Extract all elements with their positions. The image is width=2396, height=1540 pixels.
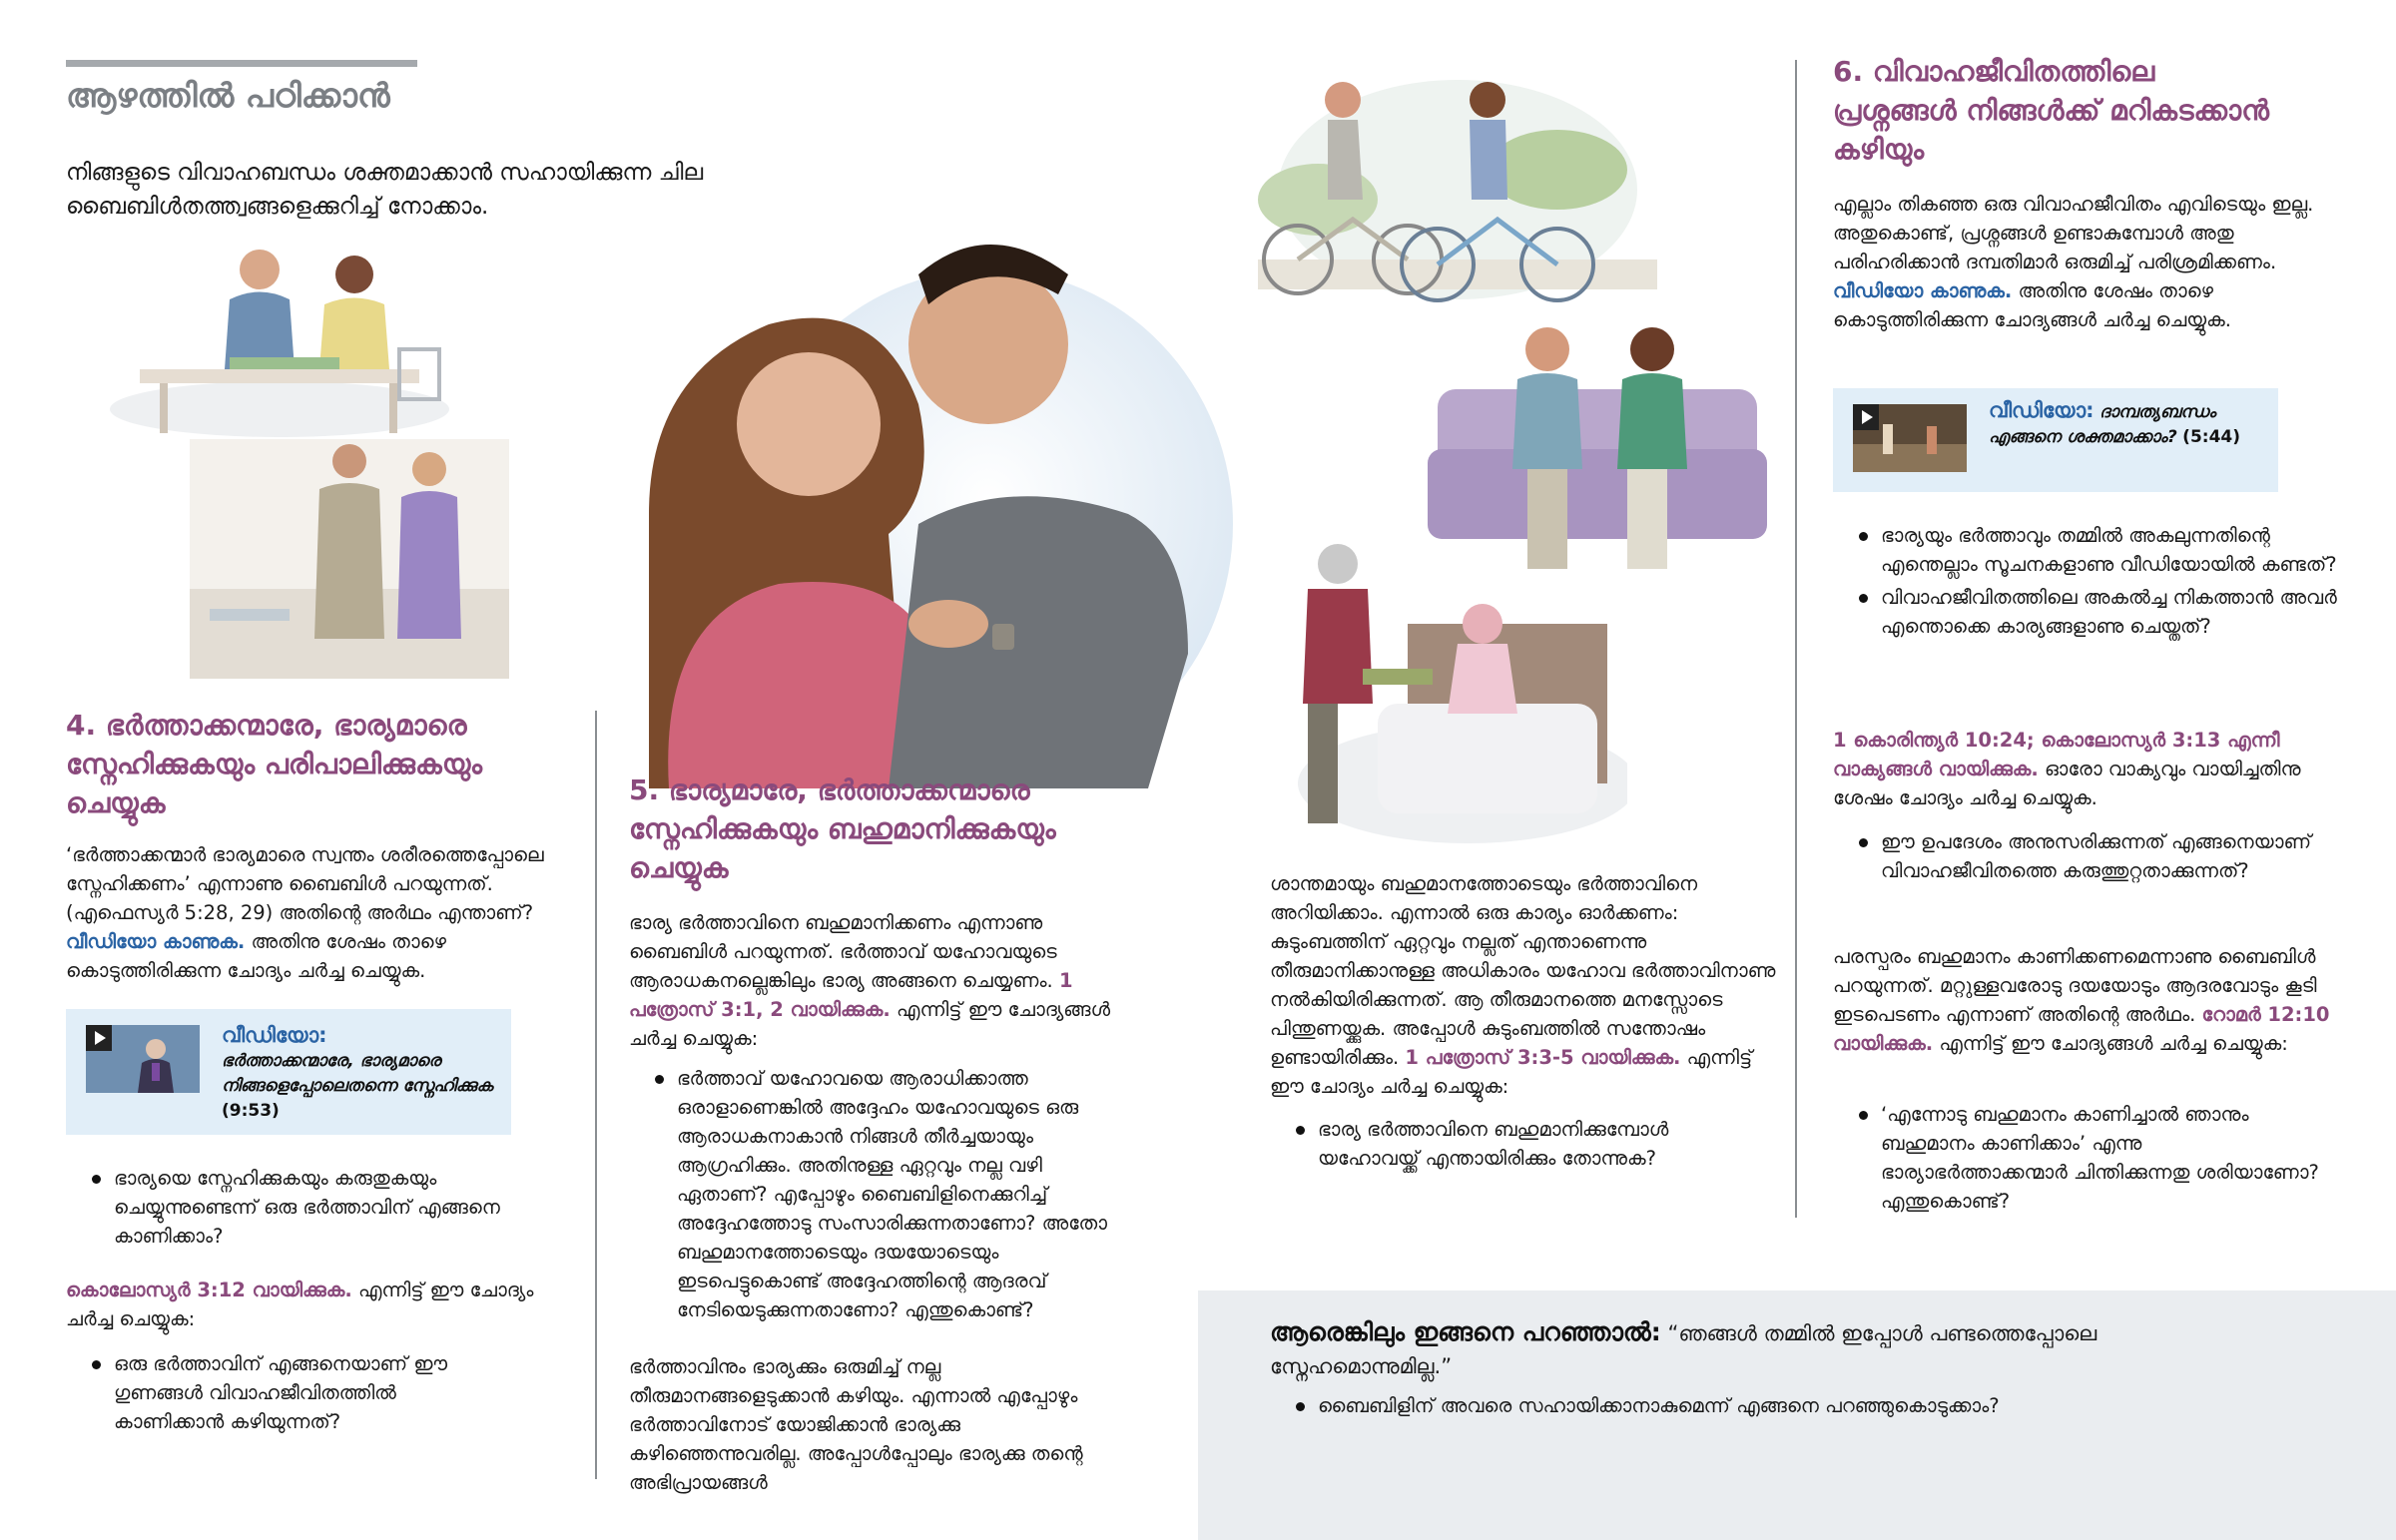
section5-read-link[interactable]: 1 പത്രോസ് 3:1, 2 വായിക്കുക. [629,969,1073,1021]
list-item: ഭർത്താവ് യഹോവയെ ആരാധിക്കാത്ത ഒരാളാണെങ്കിൽ അദ്ദേഹം യഹോവയുടെ ഒരു ആരാധകനാകാൻ നിങ്ങൾ തീർച്ചയായും ആഗ്രഹിക്കും. അതിനുള്ള ഏറ്റവും നല്ല വഴി ഏതാണ്? എപ്പോഴും ബൈബിളിനെക്കുറിച്ച് അദ്ദേഹത്തോടു സംസാരിക്കുന്നതാണോ? അതോ ബഹുമാനത്തോടെയും ദയയോടെയും ഇടപെട്ടുകൊണ്ട് അദ്ദേഹത്തിന്റെ ആദരവ് നേടിയെടുക്കുന്നതാണോ? എന്തുകൊണ്ട്? [629,1064,1128,1324]
section5-read2-link[interactable]: 1 പത്രോസ് 3:3-5 വായിക്കുക. [1405,1046,1681,1069]
section5-read2-after: എന്നിട്ട് ഈ ചോദ്യം ചർച്ച ചെയ്യുക: [1270,1046,1753,1098]
illustration-kitchen [190,439,509,679]
section5-read-after: എന്നിട്ട് ഈ ചോദ്യങ്ങൾ ചർച്ച ചെയ്യുക: [629,998,1111,1050]
section4-video-thumbnail[interactable] [86,1025,200,1093]
section5-paragraph-3 [1270,869,1779,1101]
section4-para-after: അതിനു ശേഷം താഴെ കൊടുത്തിരിക്കുന്ന ചോദ്യം ചർച്ച ചെയ്യുക. [66,930,447,982]
callout-bullets [1270,1391,2268,1420]
section6-paragraph [1833,190,2362,334]
illustration-bedside [1268,534,1627,843]
section5-bullets-2 [1270,1115,1769,1173]
play-icon[interactable] [86,1025,112,1051]
section6-read-after: ഓരോ വാക്യവും വായിച്ചതിനു ശേഷം ചോദ്യം ചർച്ച ചെയ്യുക. [1833,758,2301,809]
list-item: ഒരു ഭർത്താവിന് എങ്ങനെയാണ് ഈ ഗുണങ്ങൾ വിവാഹജീവിതത്തിൽ കാണിക്കാൻ കഴിയുന്നത്? [66,1349,505,1436]
callout-text [1270,1315,2268,1383]
section6-watch-video-link[interactable]: വീഡിയോ കാണുക. [1833,279,2013,302]
section4-video-box[interactable] [66,1009,511,1135]
section6-video-duration: (5:44) [2182,427,2240,447]
section5-para3-text: ശാന്തമായും ബഹുമാനത്തോടെയും ഭർത്താവിനെ അറിയിക്കാം. എന്നാൽ ഒരു കാര്യം ഓർക്കണം: കുടുംബത്തിന് ഏറ്റവും നല്ലത് എന്താണെന്നു തീരുമാനിക്കാനുള്ള അധികാരം യഹോവ ഭർത്താവിനാണു നൽകിയിരിക്കുന്നത്. ആ തീരുമാനത്തെ മനസ്സോടെ പിന്തുണയ്ക്കുക. അപ്പോൾ കുടുംബത്തിൽ സന്തോഷം ഉണ്ടായിരിക്കും. [1270,872,1776,1069]
section4-video-title[interactable]: ഭർത്താക്കന്മാരേ, ഭാര്യമാരെ നിങ്ങളെപ്പോലെതന്നെ സ്നേഹിക്കുക [222,1051,493,1096]
section6-bullets-2 [1833,827,2332,885]
list-item: ‘എന്നോടു ബഹുമാനം കാണിച്ചാൽ ഞാനും ബഹുമാനം കാണിക്കാം’ എന്നു ഭാര്യാഭർത്താക്കന്മാർ ചിന്തിക്കുന്നതു ശരിയാണോ? എന്തുകൊണ്ട്? [1833,1100,2332,1216]
section6-title: 6. വിവാഹജീവിതത്തിലെ പ്രശ്നങ്ങൾ നിങ്ങൾക്ക് മറികടക്കാൻ കഴിയും [1833,55,2269,166]
callout-quote: “ഞങ്ങൾ തമ്മിൽ ഇപ്പോൾ പണ്ടത്തെപ്പോലെ സ്നേഹമൊന്നുമില്ല.” [1270,1321,2097,1378]
section4-video-label: വീഡിയോ: [222,1023,327,1047]
column-divider-2 [1795,60,1797,1218]
heading-bar [66,60,417,67]
section5-bullets-1 [629,1064,1128,1324]
section4-read-link[interactable]: കൊലോസ്യർ 3:12 വായിക്കുക. [66,1279,352,1301]
section6-video-thumbnail[interactable] [1853,404,1967,472]
section6-bullets-3 [1833,1100,2332,1216]
page-heading: ആഴത്തിൽ പഠിക്കാൻ [66,76,390,115]
section5-paragraph-2: ഭർത്താവിനും ഭാര്യക്കും ഒരുമിച്ച് നല്ല തീരുമാനങ്ങളെടുക്കാൻ കഴിയും. എന്നാൽ എപ്പോഴും ഭർത്താവിനോട് യോജിക്കാൻ ഭാര്യക്കു കഴിഞ്ഞെന്നുവരില്ല. അപ്പോൾപ്പോലും ഭാര്യക്കു തന്റെ അഭിപ്രായങ്ങൾ [629,1355,1083,1494]
list-item: ഈ ഉപദേശം അനുസരിക്കുന്നത് എങ്ങനെയാണ് വിവാഹജീവിതത്തെ കരുത്തുറ്റതാക്കുന്നത്? [1833,827,2332,885]
illustration-study [100,240,459,439]
section6-paragraph-2 [1833,942,2362,1058]
section4-bullets-2 [66,1349,505,1436]
list-item: ബൈബിളിന് അവരെ സഹായിക്കാനാകുമെന്ന് എങ്ങനെ പറഞ്ഞുകൊടുക്കാം? [1270,1391,2268,1420]
play-icon[interactable] [1853,404,1879,430]
section4-title: 4. ഭർത്താക്കന്മാരേ, ഭാര്യമാരെ സ്നേഹിക്കുകയും പരിപാലിക്കുകയും ചെയ്യുക [66,709,483,819]
section6-para2-text: പരസ്പരം ബഹുമാനം കാണിക്കണമെന്നാണു ബൈബിൾ പറയുന്നത്. മറ്റുള്ളവരോടു ദയയോടും ആദരവോടും കൂടി ഇടപെടണം എന്നാണ് അതിന്റെ അർഥം. [1833,945,2317,1026]
section5-paragraph [629,908,1118,1053]
section6-read-link[interactable]: 1 കൊരിന്ത്യർ 10:24; കൊലോസ്യർ 3:13 എന്നീ വാക്യങ്ങൾ വായിക്കുക. [1833,729,2280,780]
section5-para-text: ഭാര്യ ഭർത്താവിനെ ബഹുമാനിക്കണം എന്നാണു ബൈബിൾ പറയുന്നത്. ഭർത്താവ് യഹോവയുടെ ആരാധകനല്ലെങ്കിലും ഭാര്യ അങ്ങനെ ചെയ്യണം. [629,911,1057,992]
section4-video-duration: (9:53) [222,1101,280,1121]
list-item: ഭാര്യയെ സ്നേഹിക്കുകയും കരുതുകയും ചെയ്യുന്നുണ്ടെന്ന് ഒരു ഭർത്താവിന് എങ്ങനെ കാണിക്കാം? [66,1164,565,1251]
list-item: ഭാര്യ ഭർത്താവിനെ ബഹുമാനിക്കുമ്പോൾ യഹോവയ്ക്ക് എന്തായിരിക്കും തോന്നുക? [1270,1115,1769,1173]
column-divider-1 [595,711,597,1479]
section6-video-box[interactable] [1833,388,2278,492]
intro-text: നിങ്ങളുടെ വിവാഹബന്ധം ശക്തമാക്കാൻ സഹായിക്കുന്ന ചില ബൈബിൾതത്ത്വങ്ങളെക്കുറിച്ച് നോക്കാം. [66,160,704,220]
section4-read-after: എന്നിട്ട് ഈ ചോദ്യം ചർച്ച ചെയ്യുക: [66,1279,534,1330]
illustration-couple [589,195,1248,788]
section6-bullets-1 [1833,521,2342,641]
list-item: ഭാര്യയും ഭർത്താവും തമ്മിൽ അകലുന്നതിന്റെ എന്തെല്ലാം സൂചനകളാണു വീഡിയോയിൽ കണ്ടത്? [1833,521,2342,579]
section5-title: 5. ഭാര്യമാരേ, ഭർത്താക്കന്മാരെ സ്നേഹിക്കുകയും ബഹുമാനിക്കുകയും ചെയ്യുക [629,773,1056,884]
section6-read [1833,726,2342,812]
section4-para-text: ‘ഭർത്താക്കന്മാർ ഭാര്യമാരെ സ്വന്തം ശരീരത്തെപ്പോലെ സ്നേഹിക്കണം’ എന്നാണു ബൈബിൾ പറയുന്നത്. (എഫെസ്യർ 5:28, 29) അതിന്റെ അർഥം എന്താണ്? [66,843,544,924]
section6-video-title[interactable]: ദാമ്പത്യബന്ധം എങ്ങനെ ശക്തമാക്കാം? [1989,402,2216,447]
section6-read2-after: എന്നിട്ട് ഈ ചോദ്യങ്ങൾ ചർച്ച ചെയ്യുക: [1939,1032,2288,1055]
section6-para-after: അതിനു ശേഷം താഴെ കൊടുത്തിരിക്കുന്ന ചോദ്യങ്ങൾ ചർച്ച ചെയ്യുക. [1833,279,2231,331]
section4-bullets-1 [66,1164,565,1251]
section6-read2-link[interactable]: റോമർ 12:10 വായിക്കുക. [1833,1003,2330,1055]
list-item: വിവാഹജീവിതത്തിലെ അകൽച്ച നികത്താൻ അവർ എന്തൊക്കെ കാര്യങ്ങളാണു ചെയ്തത്? [1833,583,2342,641]
section6-para-text: എല്ലാം തികഞ്ഞ ഒരു വിവാഹജീവിതം എവിടെയും ഇല്ല. അതുകൊണ്ട്, പ്രശ്നങ്ങൾ ഉണ്ടാകുമ്പോൾ അതു പരിഹരിക്കാൻ ദമ്പതിമാർ ഒരുമിച്ച് പരിശ്രമിക്കണം. [1833,193,2314,273]
callout-label: ആരെങ്കിലും ഇങ്ങനെ പറഞ്ഞാൽ: [1270,1317,1661,1346]
section4-watch-video-link[interactable]: വീഡിയോ കാണുക. [66,930,246,953]
illustration-bicycles [1258,60,1657,329]
section6-video-label: വീഡിയോ: [1989,398,2095,422]
section4-paragraph [66,840,565,985]
section4-read [66,1276,565,1333]
